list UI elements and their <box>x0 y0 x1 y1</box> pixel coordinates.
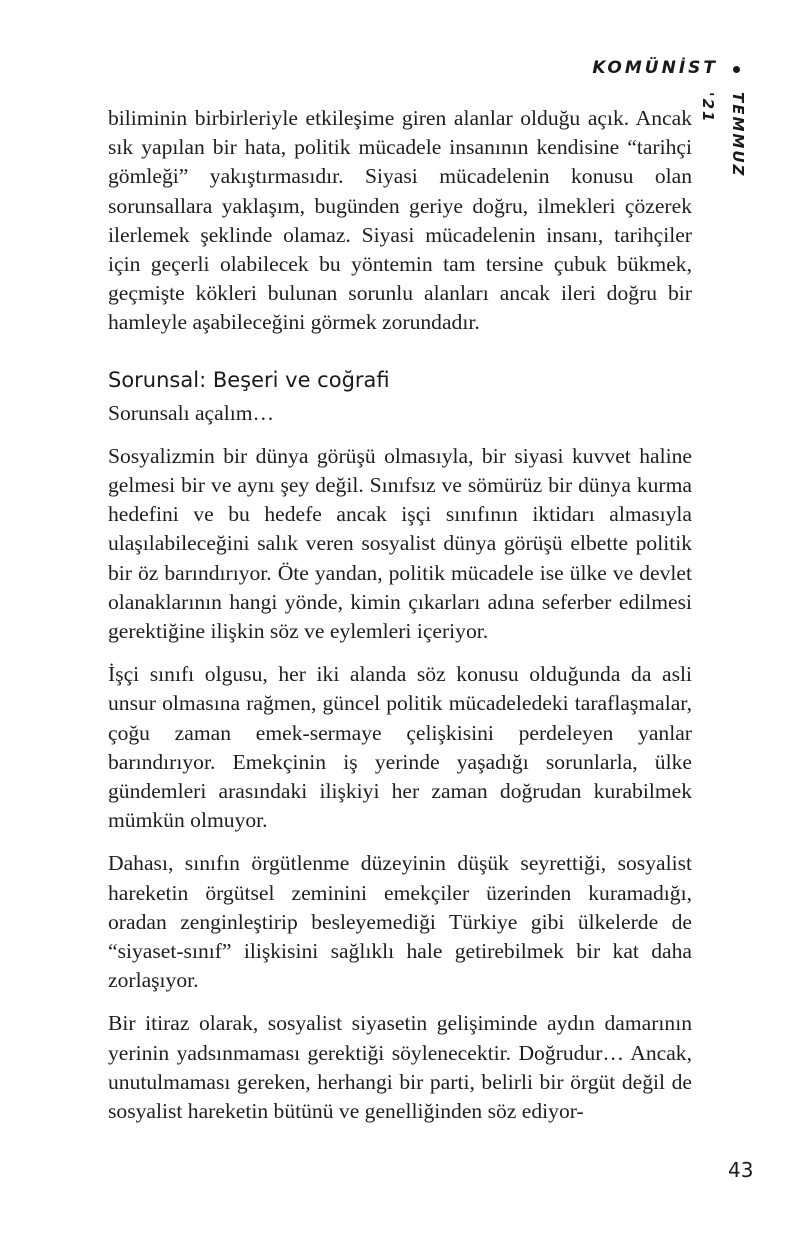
paragraph: Dahası, sınıfın örgütlenme düzeyinin düşük seyrettiği, sosyalist hareketin örgütsel zeminini emekçiler üzerinden kuramadığı, oradan zenginleştirip besleyemediği Türkiye gibi ülkelerde de “siyaset-sınıf” ilişkisini sağlıklı hale getirebilmek bir kat daha zorlaşıyor. <box>108 851 692 993</box>
section-heading: Sorunsal: Beşeri ve coğrafi <box>108 367 390 392</box>
paragraph: İşçi sınıfı olgusu, her iki alanda söz konusu olduğunda da asli unsur olmasına rağmen, güncel politik mücadeledeki taraflaşmalar, çoğu zaman emek-sermaye çelişkisini perdeleyen yanlar barındırıyor. Emekçinin iş yerinde yaşadığı sorunlarla, ülke gündemleri arasındaki ilişkiyi her zaman doğrudan kurabilmek mümkün olmuyor. <box>108 662 692 833</box>
bullet-dot-icon <box>733 66 740 73</box>
article-body <box>108 104 692 1140</box>
paragraph: Bir itiraz olarak, sosyalist siyasetin gelişiminde aydın damarının yerinin yadsınmaması gerektiği söylenecektir. Doğrudur… Ancak, unutulmaması gereken, herhangi bir parti, belirli bir örgüt değil de sosyalist hareketin bütünü ve genelliğinden söz ediyor- <box>108 1011 692 1124</box>
opening-paragraph: biliminin birbirleriyle etkileşime giren alanlar olduğu açık. Ancak sık yapılan bir hata, politik mücadele insanının kendisine “tarihçi gömleği” yakıştırmasıdır. Siyasi mücadelenin konusu olan sorunsallara yaklaşım, bugünden geriye doğru, ilmekleri çözerek ilerlemek şeklinde olamaz. Siyasi mücadelenin insanı, tarihçiler için geçerli olabilecek bu yöntemin tam tersine çubuk bükmek, geçmişte kökleri bulunan sorunlu alanları ancak ileri doğru bir hamleyle aşabileceğini görmek zorundadır. <box>108 106 692 335</box>
section-intro: Sorunsalı açalım… <box>108 400 275 425</box>
magazine-title: KOMÜNİST <box>592 58 718 78</box>
page-number: 43 <box>728 1158 754 1182</box>
paragraph: Sosyalizmin bir dünya görüşü olmasıyla, bir siyasi kuvvet haline gelmesi bir ve aynı şey değil. Sınıfsız ve sömürüz bir dünya kurma hedefini ve bu hedefe ancak işçi sınıfının iktidarı almasıyla ulaşılabileceğini salık veren sosyalist dünya görüşü elbette politik bir öz barındırıyor. Öte yandan, politik mücadele ise ülke ve devlet olanaklarının hangi yönde, kimin çıkarları adına seferber edilmesi gerektiğine ilişkin söz ve eylemleri içeriyor. <box>108 443 692 644</box>
issue-date: TEMMUZ '21 <box>699 92 747 178</box>
